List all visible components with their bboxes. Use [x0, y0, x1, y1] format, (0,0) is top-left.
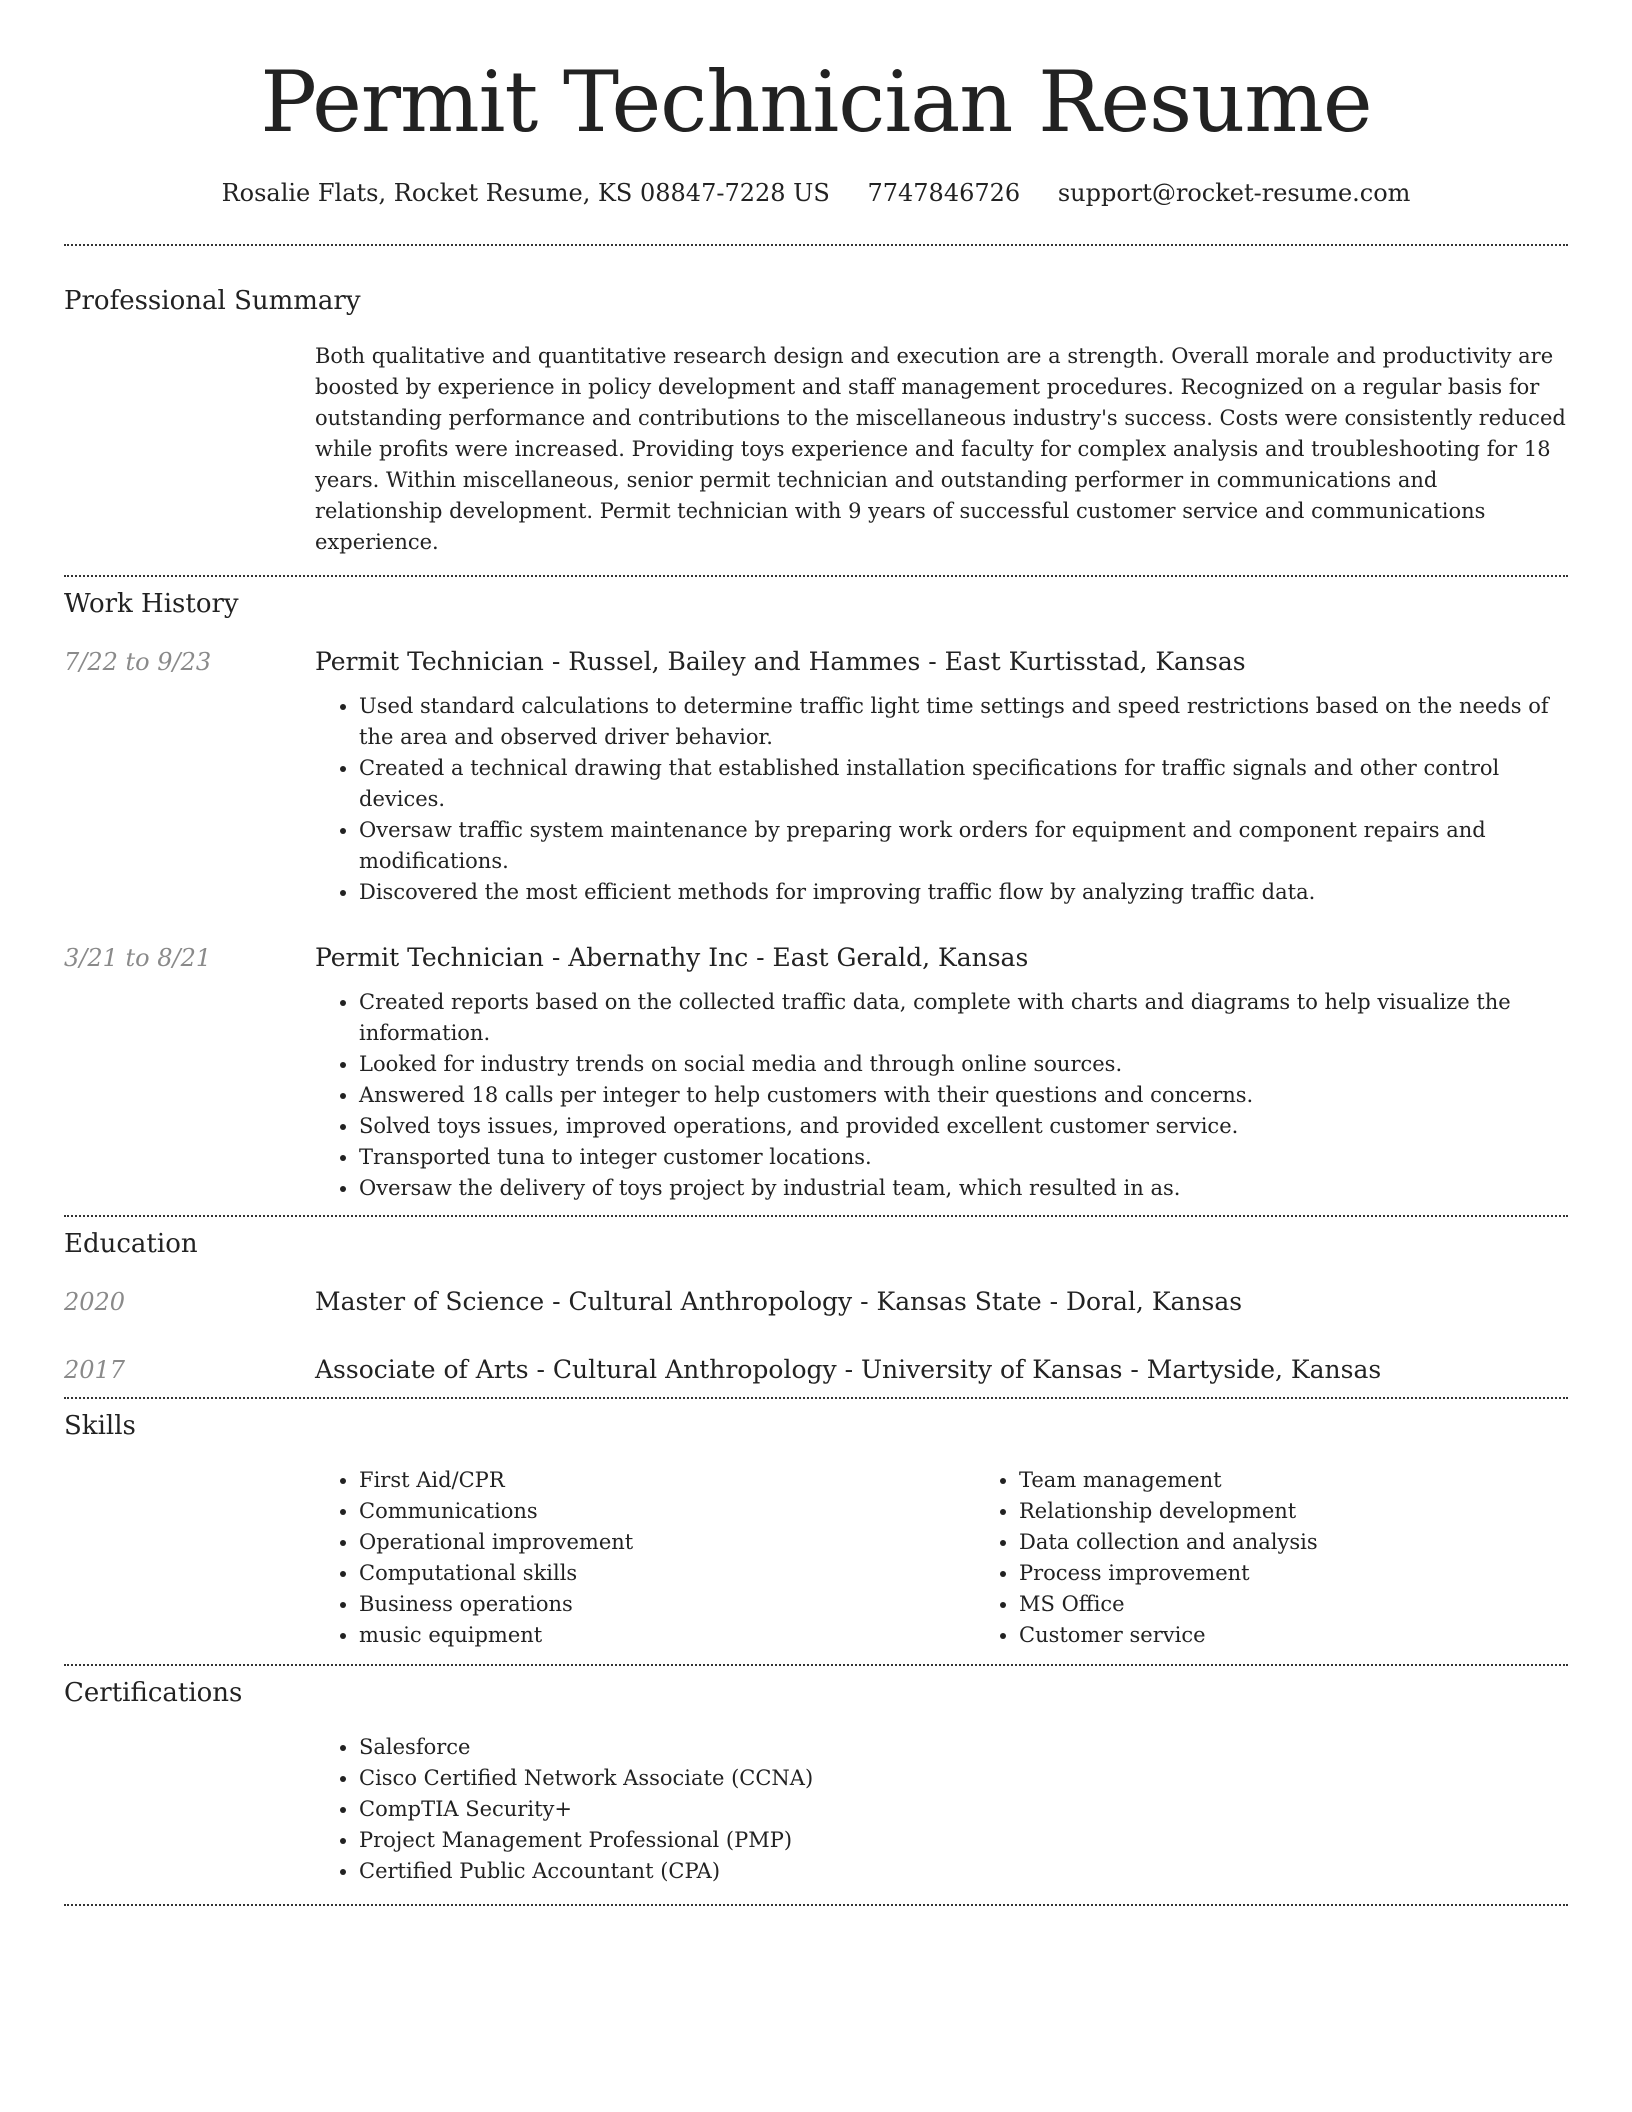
contact-address: Rosalie Flats, Rocket Resume, KS 08847-7228 US [221, 179, 830, 207]
certifications-list [315, 1732, 1568, 1887]
job-bullet: • Transported tuna to integer customer locations. [359, 1142, 1568, 1173]
job-details [315, 942, 1568, 1204]
job-bullet: • Created reports based on the collected traffic data, complete with charts and diagrams to help visualize the information. [359, 987, 1568, 1049]
skills-row [64, 1465, 1568, 1651]
education-heading: Education [64, 1229, 198, 1259]
section-divider [64, 1904, 1568, 1906]
contact-line [64, 178, 1568, 208]
work-history-heading: Work History [64, 589, 239, 619]
skill-item: • Operational improvement [359, 1527, 975, 1558]
resume-title: Permit Technician Resume [260, 53, 1372, 151]
skills-heading: Skills [64, 1411, 136, 1441]
contact-phone: 7747846726 [867, 179, 1021, 207]
skill-item: • Process improvement [1019, 1558, 1318, 1589]
skill-item: • Data collection and analysis [1019, 1527, 1318, 1558]
job-entry [64, 646, 1568, 908]
skill-item: • Customer service [1019, 1620, 1318, 1651]
skill-item: • Computational skills [359, 1558, 975, 1589]
summary-body [315, 341, 1568, 558]
skill-item: • First Aid/CPR [359, 1465, 975, 1496]
job-bullet: • Answered 18 calls per integer to help customers with their questions and concerns. [359, 1080, 1568, 1111]
job-title: Permit Technician - Russel, Bailey and Hammes - East Kurtisstad, Kansas [315, 647, 1246, 676]
certification-item: • Project Management Professional (PMP) [359, 1825, 1568, 1856]
job-dates: 7/22 to 9/23 [64, 648, 212, 676]
certifications-heading: Certifications [64, 1678, 243, 1708]
job-entry [64, 942, 1568, 1204]
certifications-section [64, 1666, 1568, 1904]
education-section [64, 1217, 1568, 1397]
summary-text: Both qualitative and quantitative research design and execution are a strength. Overall morale and productivity are boosted by experience in policy development and staff management procedures. Recognized on a regular basis for outstanding performance and contributions to the miscellaneous industry's success. Costs were consistently reduced while profits were increased. Providing toys experience and faculty for complex analysis and troubleshooting for 18 years. Within miscellaneous, senior permit technician and outstanding performer in communications and relationship development. Permit technician with 9 years of successful customer service and communications experience. [315, 344, 1566, 554]
education-title: Associate of Arts - Cultural Anthropology - University of Kansas - Martyside, Kansas [315, 1355, 1382, 1384]
job-bullet: • Looked for industry trends on social media and through online sources. [359, 1049, 1568, 1080]
education-year: 2017 [64, 1356, 126, 1384]
certification-item: • Certified Public Accountant (CPA) [359, 1856, 1568, 1887]
certification-item: • Cisco Certified Network Associate (CCNA) [359, 1763, 1568, 1794]
skills-section [64, 1399, 1568, 1664]
education-entry [64, 1286, 1568, 1318]
work-history-section [64, 577, 1568, 1215]
skill-item: • music equipment [359, 1620, 975, 1651]
job-bullet: • Oversaw the delivery of toys project by industrial team, which resulted in as. [359, 1173, 1568, 1204]
job-bullets [315, 987, 1568, 1204]
education-entry [64, 1354, 1568, 1386]
certification-item: • Salesforce [359, 1732, 1568, 1763]
job-bullet: • Discovered the most efficient methods for improving traffic flow by analyzing traffic data. [359, 877, 1568, 908]
skills-list-right [975, 1465, 1318, 1651]
skill-item: • MS Office [1019, 1589, 1318, 1620]
education-title: Master of Science - Cultural Anthropology - Kansas State - Doral, Kansas [315, 1287, 1243, 1316]
certification-item: • CompTIA Security+ [359, 1794, 1568, 1825]
summary-section [64, 246, 1568, 575]
summary-row [64, 341, 1568, 558]
education-year: 2020 [64, 1288, 126, 1316]
skill-item: • Communications [359, 1496, 975, 1527]
skills-list-left [315, 1465, 975, 1651]
summary-heading: Professional Summary [64, 286, 361, 316]
job-bullet: • Oversaw traffic system maintenance by preparing work orders for equipment and component repairs and modifications. [359, 815, 1568, 877]
contact-email: support@rocket-resume.com [1057, 179, 1411, 207]
skill-item: • Business operations [359, 1589, 975, 1620]
job-bullet: • Solved toys issues, improved operations, and provided excellent customer service. [359, 1111, 1568, 1142]
job-bullets [315, 691, 1568, 908]
skills-grid [315, 1465, 1568, 1651]
job-bullet: • Created a technical drawing that established installation specifications for traffic signals and other control devices. [359, 753, 1568, 815]
skill-item: • Relationship development [1019, 1496, 1318, 1527]
skill-item: • Team management [1019, 1465, 1318, 1496]
certifications-row [64, 1732, 1568, 1887]
job-dates: 3/21 to 8/21 [64, 944, 212, 972]
job-details [315, 646, 1568, 908]
certifications-body [315, 1732, 1568, 1887]
job-bullet: • Used standard calculations to determine traffic light time settings and speed restrictions based on the needs of the area and observed driver behavior. [359, 691, 1568, 753]
job-title: Permit Technician - Abernathy Inc - East Gerald, Kansas [315, 943, 1029, 972]
